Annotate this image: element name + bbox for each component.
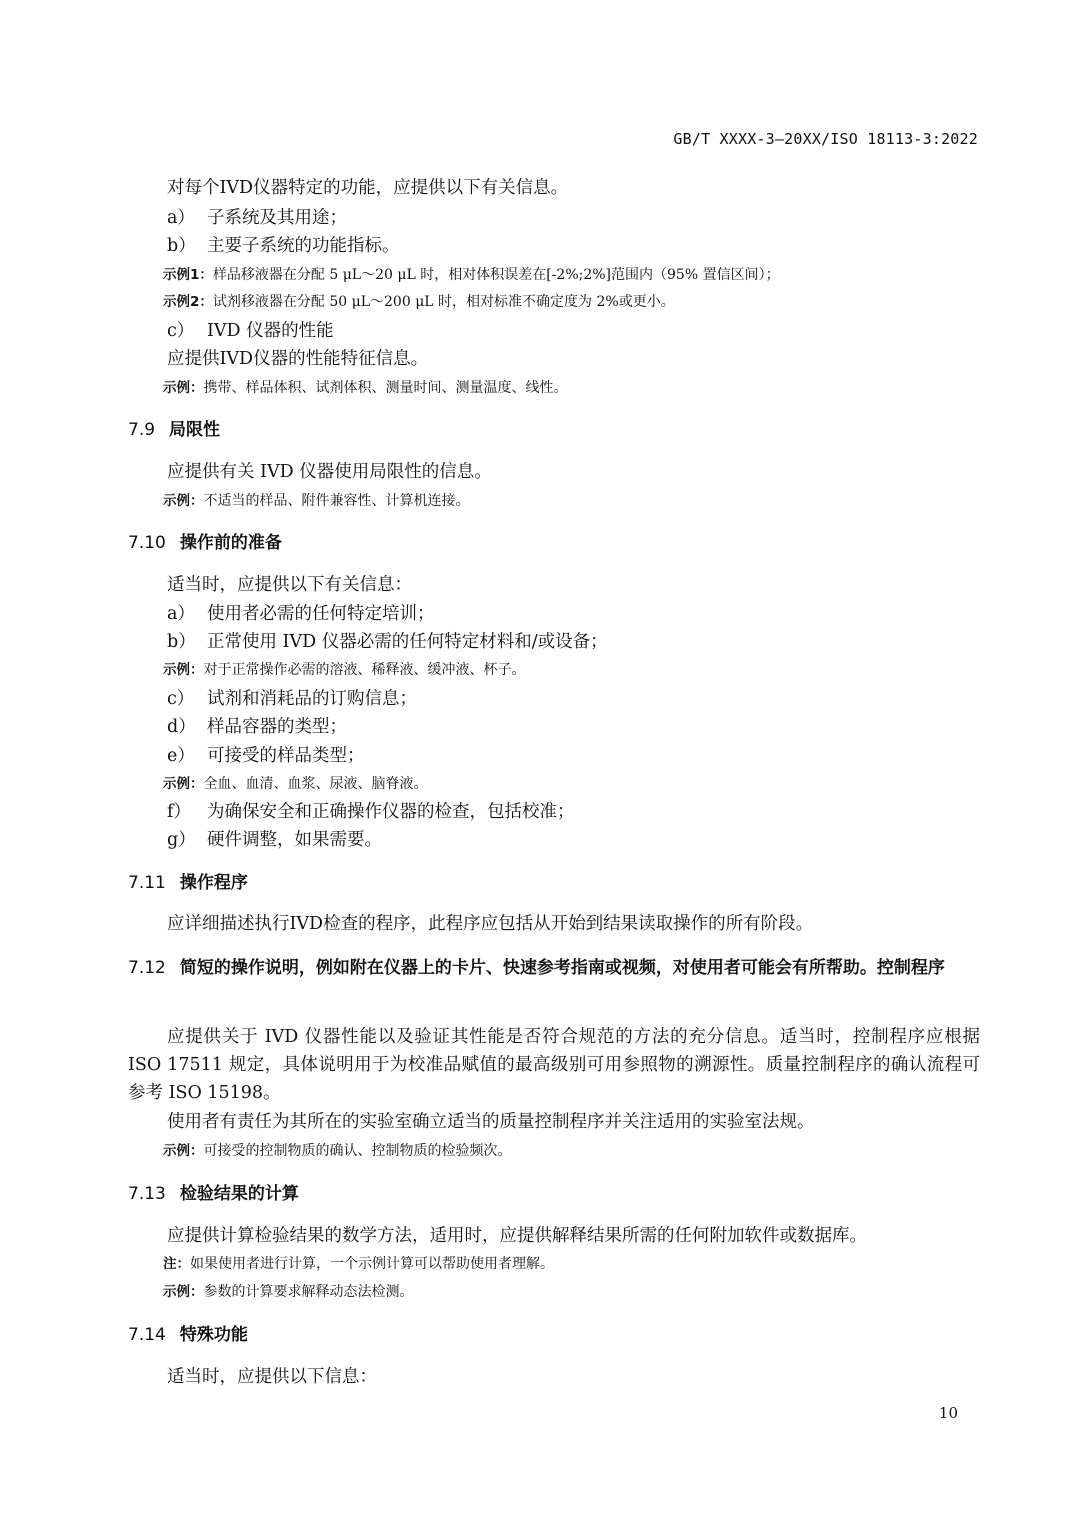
section-7-11-line: 应详细描述执行IVD检查的程序，此程序应包括从开始到结果读取操作的所有阶段。 bbox=[167, 914, 814, 934]
list-item-text: 样品容器的类型； bbox=[207, 717, 347, 737]
example-text: 对于正常操作必需的溶液、稀释液、缓冲液、杯子。 bbox=[203, 662, 526, 678]
section-title: 局限性 bbox=[169, 420, 221, 440]
example-label: 示例： bbox=[163, 776, 204, 792]
section-7-9-line: 应提供有关 IVD 仪器使用局限性的信息。 bbox=[167, 462, 492, 482]
list-item-text: 正常使用 IVD 仪器必需的任何特定材料和/或设备； bbox=[207, 632, 608, 652]
section-heading-7-13 bbox=[128, 1180, 980, 1208]
section-7-9-example bbox=[163, 491, 1000, 511]
section-title: 操作程序 bbox=[179, 873, 248, 893]
section-7-12-paragraph-2: 使用者有责任为其所在的实验室确立适当的质量控制程序并关注适用的实验室法规。 bbox=[167, 1112, 815, 1132]
example-label: 示例1： bbox=[163, 267, 213, 283]
section-title: 操作前的准备 bbox=[179, 533, 282, 553]
standard-code-header: GB/T XXXX-3—20XX/ISO 18113-3:2022 bbox=[673, 130, 978, 148]
intro-line: 对每个IVD仪器特定的功能，应提供以下有关信息。 bbox=[167, 178, 569, 198]
list-item-text: IVD 仪器的性能 bbox=[207, 321, 334, 341]
section-heading-7-12 bbox=[128, 954, 980, 982]
list-item-c bbox=[0, 688, 1080, 710]
list-item-c bbox=[0, 320, 1080, 342]
section-number: 7.14 bbox=[128, 1325, 166, 1345]
example-text: 样品移液器在分配 5 μL～20 μL 时，相对体积误差在[-2%;2%]范围内（95% 置信区间）； bbox=[212, 267, 780, 283]
list-item-d bbox=[0, 716, 1080, 738]
example-label: 示例： bbox=[163, 493, 204, 509]
section-7-10-example-b bbox=[163, 660, 1000, 680]
section-number: 7.13 bbox=[128, 1184, 166, 1204]
section-title: 特殊功能 bbox=[179, 1325, 248, 1345]
example-3 bbox=[163, 378, 1000, 398]
example-text: 参数的计算要求解释动态法检测。 bbox=[203, 1284, 414, 1300]
section-title: 检验结果的计算 bbox=[179, 1184, 299, 1204]
example-label: 示例： bbox=[163, 662, 204, 678]
list-item-text: 子系统及其用途； bbox=[207, 208, 347, 228]
example-text: 全血、血清、血浆、尿液、脑脊液。 bbox=[203, 776, 428, 792]
list-item-a bbox=[0, 207, 1080, 229]
list-marker: a） bbox=[167, 208, 195, 228]
performance-line: 应提供IVD仪器的性能特征信息。 bbox=[167, 349, 429, 369]
list-item-f bbox=[0, 801, 1080, 823]
section-title: 简短的操作说明，例如附在仪器上的卡片、快速参考指南或视频，对使用者可能会有所帮助。控制程序 bbox=[179, 958, 945, 978]
example-text: 试剂移液器在分配 50 μL～200 μL 时，相对标准不确定度为 2%或更小。 bbox=[212, 294, 675, 310]
list-item-a bbox=[0, 603, 1080, 625]
section-number: 7.10 bbox=[128, 533, 166, 553]
example-text: 可接受的控制物质的确认、控制物质的检验频次。 bbox=[203, 1143, 512, 1159]
list-marker: e） bbox=[167, 746, 195, 766]
list-item-text: 主要子系统的功能指标。 bbox=[207, 236, 400, 256]
section-number: 7.9 bbox=[128, 420, 156, 440]
list-item-b bbox=[0, 631, 1080, 653]
section-number: 7.12 bbox=[128, 958, 166, 978]
section-7-10-example-e bbox=[163, 774, 1000, 794]
list-item-text: 可接受的样品类型； bbox=[207, 746, 365, 766]
list-item-b bbox=[0, 235, 1080, 257]
list-item-text: 使用者必需的任何特定培训； bbox=[207, 604, 435, 624]
section-heading-7-11 bbox=[128, 869, 980, 897]
example-label: 示例2： bbox=[163, 294, 213, 310]
section-7-10-line: 适当时，应提供以下有关信息： bbox=[167, 575, 412, 595]
list-marker: b） bbox=[167, 632, 196, 652]
section-7-12-example bbox=[163, 1141, 1000, 1161]
list-marker: g） bbox=[167, 830, 196, 850]
section-number: 7.11 bbox=[128, 873, 166, 893]
section-7-13-note bbox=[163, 1254, 1000, 1274]
note-text: 如果使用者进行计算，一个示例计算可以帮助使用者理解。 bbox=[190, 1256, 554, 1272]
note-label: 注： bbox=[163, 1256, 190, 1272]
section-7-14-line: 适当时，应提供以下信息： bbox=[167, 1367, 377, 1387]
list-item-text: 硬件调整，如果需要。 bbox=[207, 830, 382, 850]
example-2 bbox=[163, 292, 1000, 312]
list-item-text: 为确保安全和正确操作仪器的检查，包括校准； bbox=[207, 802, 575, 822]
section-7-13-example bbox=[163, 1282, 1000, 1302]
section-7-12-paragraph-1: 应提供关于 IVD 仪器性能以及验证其性能是否符合规范的方法的充分信息。适当时，控制程序应根据 ISO 17511 规定，具体说明用于为校准品赋值的最高级别可用参照物的溯源性。质量控制程序的确认流程可参考 ISO 15198。 bbox=[128, 1027, 980, 1103]
list-marker: d） bbox=[167, 717, 196, 737]
list-item-g bbox=[0, 829, 1080, 851]
list-marker: c） bbox=[167, 321, 195, 341]
example-text: 不适当的样品、附件兼容性、计算机连接。 bbox=[203, 493, 470, 509]
example-label: 示例： bbox=[163, 380, 204, 396]
list-marker: a） bbox=[167, 604, 195, 624]
page-number: 10 bbox=[938, 1404, 958, 1422]
section-7-13-line: 应提供计算检验结果的数学方法，适用时，应提供解释结果所需的任何附加软件或数据库。 bbox=[167, 1226, 867, 1246]
section-heading-7-14 bbox=[128, 1321, 980, 1349]
list-marker: f） bbox=[167, 802, 191, 822]
example-text: 携带、样品体积、试剂体积、测量时间、测量温度、线性。 bbox=[203, 380, 568, 396]
example-label: 示例： bbox=[163, 1143, 204, 1159]
list-item-e bbox=[0, 745, 1080, 767]
list-marker: b） bbox=[167, 236, 196, 256]
example-1 bbox=[163, 265, 1000, 285]
list-marker: c） bbox=[167, 689, 195, 709]
example-label: 示例： bbox=[163, 1284, 204, 1300]
section-heading-7-10 bbox=[128, 529, 980, 557]
section-heading-7-9 bbox=[128, 416, 980, 444]
list-item-text: 试剂和消耗品的订购信息； bbox=[207, 689, 417, 709]
